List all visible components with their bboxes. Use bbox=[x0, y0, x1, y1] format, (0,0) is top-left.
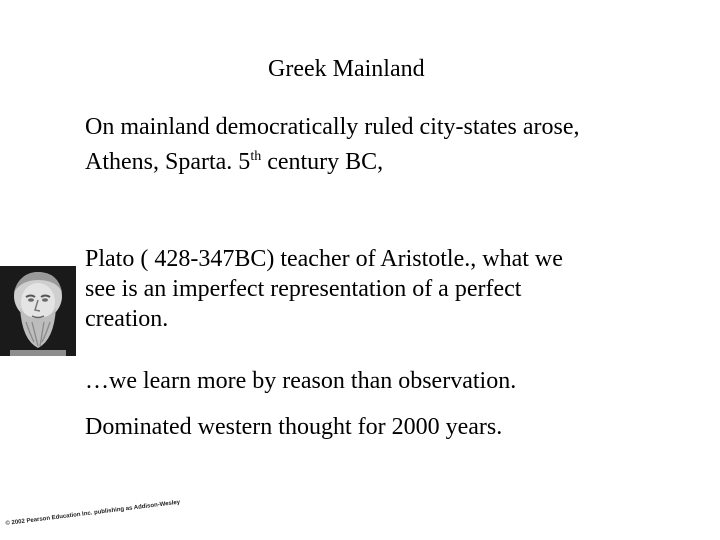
paragraph-plato-line-3: creation. bbox=[85, 306, 169, 332]
paragraph-mainland-line-2 bbox=[85, 142, 579, 177]
paragraph-plato-line-2: see is an imperfect representation of a perfect bbox=[85, 276, 522, 302]
copyright-notice: © 2002 Pearson Education Inc. publishing as Addison-Wesley bbox=[5, 499, 181, 527]
paragraph-dominated: Dominated western thought for 2000 years. bbox=[85, 414, 503, 440]
slide-title: Greek Mainland bbox=[268, 56, 425, 82]
paragraph-plato-line-1: Plato ( 428-347BC) teacher of Aristotle., what we bbox=[85, 246, 563, 272]
line-2-tail: century BC, bbox=[261, 149, 384, 175]
ordinal-superscript: th bbox=[250, 149, 262, 164]
paragraph-mainland bbox=[85, 112, 579, 177]
plato-bust-icon bbox=[0, 266, 76, 356]
paragraph-plato bbox=[85, 244, 563, 334]
paragraph-mainland-line-1: On mainland democratically ruled city-states arose, bbox=[85, 114, 580, 140]
line-2-text: Athens, Sparta. 5 bbox=[85, 149, 251, 175]
paragraph-reason: …we learn more by reason than observation. bbox=[85, 368, 517, 394]
